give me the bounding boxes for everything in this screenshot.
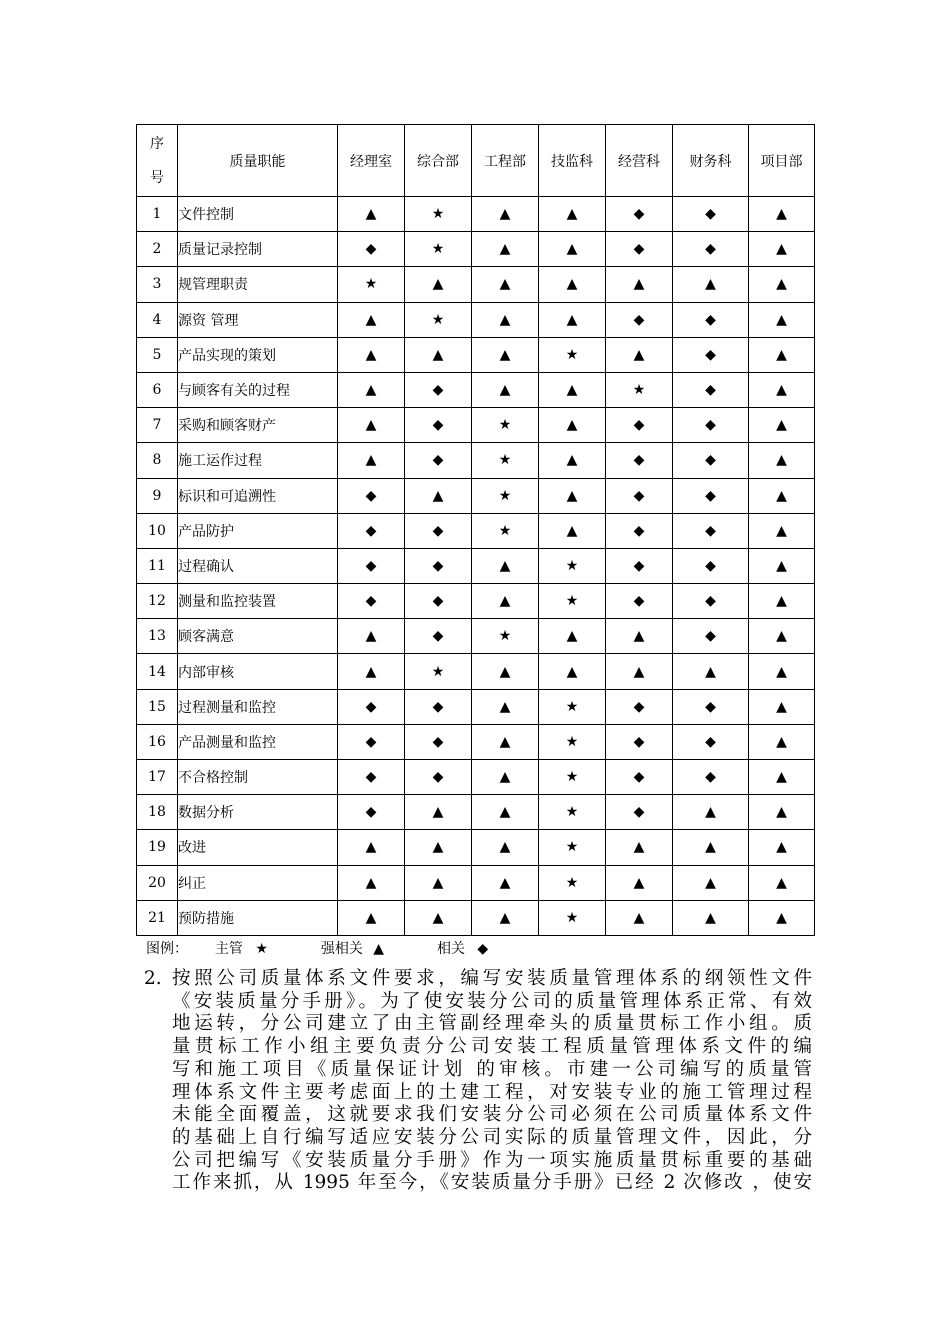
row-number: 1	[137, 197, 178, 232]
table-row	[137, 478, 815, 513]
row-function: 预防措施	[178, 900, 338, 935]
star-icon: ★	[405, 302, 472, 337]
star-icon: ★	[539, 900, 606, 935]
quality-function-matrix	[136, 124, 815, 936]
triangle-icon: ▲	[472, 372, 539, 407]
diamond-icon: ◆	[673, 197, 749, 232]
triangle-icon: ▲	[472, 232, 539, 267]
triangle-icon: ▲	[338, 408, 405, 443]
diamond-icon: ◆	[673, 232, 749, 267]
header-dept-supervision: 技监科	[539, 125, 606, 197]
triangle-icon: ▲	[749, 337, 815, 372]
triangle-icon: ▲	[606, 337, 673, 372]
triangle-icon: ▲	[472, 760, 539, 795]
diamond-icon: ◆	[673, 513, 749, 548]
triangle-icon: ▲	[539, 302, 606, 337]
table-row	[137, 900, 815, 935]
table-row	[137, 302, 815, 337]
table-row	[137, 584, 815, 619]
triangle-icon: ▲	[539, 443, 606, 478]
triangle-icon: ▲	[606, 654, 673, 689]
diamond-icon: ◆	[673, 689, 749, 724]
triangle-icon: ▲	[749, 724, 815, 759]
triangle-icon: ▲	[606, 830, 673, 865]
legend-item-text: 相关	[436, 941, 465, 957]
triangle-icon: ▲	[338, 900, 405, 935]
triangle-icon: ▲	[472, 865, 539, 900]
diamond-icon: ◆	[606, 724, 673, 759]
table-row	[137, 232, 815, 267]
diamond-icon: ◆	[405, 548, 472, 583]
paragraph-line: 地运转，分公司建立了由主管副经理牵头的质量贯标工作小组。质	[172, 1013, 812, 1035]
row-function: 与顾客有关的过程	[178, 372, 338, 407]
diamond-icon: ◆	[338, 795, 405, 830]
triangle-icon: ▲	[749, 760, 815, 795]
table-row	[137, 865, 815, 900]
star-icon: ★	[539, 584, 606, 619]
diamond-icon: ◆	[405, 760, 472, 795]
row-number: 8	[137, 443, 178, 478]
diamond-icon: ◆	[405, 724, 472, 759]
star-icon: ★	[338, 267, 405, 302]
diamond-icon: ◆	[606, 197, 673, 232]
paragraph-number: 2.	[144, 968, 162, 989]
table-row	[137, 724, 815, 759]
row-number: 3	[137, 267, 178, 302]
triangle-icon: ▲	[338, 302, 405, 337]
triangle-icon: ▲	[749, 302, 815, 337]
triangle-icon: ▲	[472, 724, 539, 759]
triangle-icon: ▲	[338, 865, 405, 900]
triangle-icon: ▲	[472, 337, 539, 372]
diamond-icon: ◆	[338, 548, 405, 583]
diamond-icon: ◆	[673, 584, 749, 619]
row-function: 过程确认	[178, 548, 338, 583]
paragraph-line: 工作来抓，从 1995 年至今，《安装质量分手册》已经 2 次修改 ，使安	[172, 1172, 812, 1194]
diamond-icon: ◆	[338, 584, 405, 619]
triangle-icon: ▲	[338, 372, 405, 407]
star-icon: ★	[472, 478, 539, 513]
row-number: 10	[137, 513, 178, 548]
triangle-icon: ▲	[338, 443, 405, 478]
paragraph-line: 按照公司质量体系文件要求，编写安装质量管理体系的纲领性文件	[172, 968, 812, 989]
diamond-icon: ◆	[338, 760, 405, 795]
row-number: 13	[137, 619, 178, 654]
triangle-icon: ▲	[539, 619, 606, 654]
triangle-icon: ▲	[673, 865, 749, 900]
triangle-icon: ▲	[749, 548, 815, 583]
row-number: 12	[137, 584, 178, 619]
triangle-icon: ▲	[749, 267, 815, 302]
diamond-icon: ◆	[405, 408, 472, 443]
diamond-icon: ◆	[673, 619, 749, 654]
table-row	[137, 689, 815, 724]
triangle-icon: ▲	[472, 900, 539, 935]
triangle-icon: ▲	[749, 584, 815, 619]
row-function: 产品防护	[178, 513, 338, 548]
header-no: 序号	[137, 125, 178, 197]
triangle-icon: ▲	[749, 478, 815, 513]
diamond-icon: ◆	[673, 408, 749, 443]
diamond-icon: ◆	[673, 478, 749, 513]
table-row	[137, 760, 815, 795]
star-icon: ★	[405, 654, 472, 689]
diamond-icon: ◆	[338, 513, 405, 548]
row-function: 过程测量和监控	[178, 689, 338, 724]
diamond-icon: ◆	[338, 478, 405, 513]
triangle-icon: ▲	[749, 619, 815, 654]
diamond-icon: ◆	[673, 372, 749, 407]
diamond-icon: ◆	[673, 760, 749, 795]
row-number: 6	[137, 372, 178, 407]
diamond-icon: ◆	[405, 513, 472, 548]
row-number: 14	[137, 654, 178, 689]
table-row	[137, 408, 815, 443]
diamond-icon: ◆	[606, 478, 673, 513]
diamond-icon: ◆	[405, 372, 472, 407]
triangle-icon: ▲	[673, 900, 749, 935]
triangle-icon: ▲	[749, 408, 815, 443]
triangle-icon: ▲	[338, 654, 405, 689]
triangle-icon: ▲	[338, 619, 405, 654]
triangle-icon: ▲	[405, 795, 472, 830]
triangle-icon: ▲	[472, 197, 539, 232]
triangle-icon: ▲	[373, 941, 385, 957]
paragraph-line: 《安装质量分手册》。为了使安装分公司的质量管理体系正常、有效	[172, 990, 812, 1012]
diamond-icon: ◆	[477, 941, 489, 957]
diamond-icon: ◆	[673, 302, 749, 337]
row-number: 15	[137, 689, 178, 724]
diamond-icon: ◆	[606, 302, 673, 337]
star-icon: ★	[472, 408, 539, 443]
triangle-icon: ▲	[405, 865, 472, 900]
star-icon: ★	[606, 372, 673, 407]
diamond-icon: ◆	[606, 408, 673, 443]
triangle-icon: ▲	[472, 830, 539, 865]
table-header-row	[137, 125, 815, 197]
triangle-icon: ▲	[338, 337, 405, 372]
row-number: 18	[137, 795, 178, 830]
diamond-icon: ◆	[405, 689, 472, 724]
triangle-icon: ▲	[749, 689, 815, 724]
diamond-icon: ◆	[405, 443, 472, 478]
triangle-icon: ▲	[472, 548, 539, 583]
triangle-icon: ▲	[749, 795, 815, 830]
row-function: 标识和可追溯性	[178, 478, 338, 513]
header-dept-project: 项目部	[749, 125, 815, 197]
body-paragraph	[144, 968, 812, 1195]
table-body	[137, 197, 815, 936]
star-icon: ★	[539, 830, 606, 865]
star-icon: ★	[472, 443, 539, 478]
legend-item-text: 强相关	[320, 941, 363, 957]
table-row	[137, 619, 815, 654]
table-row	[137, 830, 815, 865]
triangle-icon: ▲	[606, 900, 673, 935]
triangle-icon: ▲	[472, 584, 539, 619]
triangle-icon: ▲	[749, 372, 815, 407]
paragraph-line: 未能全面覆盖，这就要求我们安装分公司必须在公司质量体系文件	[172, 1104, 812, 1126]
row-function: 顾客满意	[178, 619, 338, 654]
diamond-icon: ◆	[606, 760, 673, 795]
triangle-icon: ▲	[405, 830, 472, 865]
star-icon: ★	[472, 513, 539, 548]
triangle-icon: ▲	[539, 197, 606, 232]
row-function: 产品测量和监控	[178, 724, 338, 759]
legend-item-text: 主管	[214, 941, 243, 957]
triangle-icon: ▲	[606, 865, 673, 900]
header-dept-operation: 经营科	[606, 125, 673, 197]
triangle-icon: ▲	[472, 267, 539, 302]
row-number: 21	[137, 900, 178, 935]
table-row	[137, 267, 815, 302]
table-row	[137, 197, 815, 232]
diamond-icon: ◆	[673, 337, 749, 372]
triangle-icon: ▲	[749, 513, 815, 548]
triangle-icon: ▲	[472, 654, 539, 689]
triangle-icon: ▲	[539, 513, 606, 548]
row-function: 施工运作过程	[178, 443, 338, 478]
star-icon: ★	[472, 619, 539, 654]
triangle-icon: ▲	[539, 232, 606, 267]
table-row	[137, 548, 815, 583]
row-function: 内部审核	[178, 654, 338, 689]
row-number: 7	[137, 408, 178, 443]
table-row	[137, 372, 815, 407]
row-number: 19	[137, 830, 178, 865]
diamond-icon: ◆	[405, 584, 472, 619]
diamond-icon: ◆	[338, 232, 405, 267]
triangle-icon: ▲	[749, 232, 815, 267]
header-dept-engineering: 工程部	[472, 125, 539, 197]
diamond-icon: ◆	[606, 584, 673, 619]
paragraph-line: 的基础上自行编写适应安装分公司实际的质量管理文件，因此，分	[172, 1126, 812, 1148]
triangle-icon: ▲	[338, 830, 405, 865]
star-icon: ★	[255, 941, 268, 957]
diamond-icon: ◆	[405, 619, 472, 654]
row-number: 5	[137, 337, 178, 372]
triangle-icon: ▲	[673, 830, 749, 865]
row-function: 源资 管理	[178, 302, 338, 337]
triangle-icon: ▲	[338, 197, 405, 232]
table-row	[137, 513, 815, 548]
star-icon: ★	[539, 548, 606, 583]
triangle-icon: ▲	[749, 197, 815, 232]
triangle-icon: ▲	[749, 865, 815, 900]
star-icon: ★	[539, 689, 606, 724]
triangle-icon: ▲	[749, 900, 815, 935]
triangle-icon: ▲	[472, 795, 539, 830]
table-row	[137, 795, 815, 830]
star-icon: ★	[539, 865, 606, 900]
header-dept-finance: 财务科	[673, 125, 749, 197]
row-number: 4	[137, 302, 178, 337]
star-icon: ★	[405, 197, 472, 232]
row-function: 采购和顾客财产	[178, 408, 338, 443]
row-function: 规管理职责	[178, 267, 338, 302]
row-function: 改进	[178, 830, 338, 865]
triangle-icon: ▲	[673, 654, 749, 689]
header-dept-manager: 经理室	[338, 125, 405, 197]
star-icon: ★	[539, 724, 606, 759]
paragraph-line: 量贯标工作小组主要负责分公司安装工程质量管理体系文件的编	[172, 1036, 812, 1058]
star-icon: ★	[539, 760, 606, 795]
legend-label: 图例：	[146, 941, 188, 957]
triangle-icon: ▲	[539, 478, 606, 513]
triangle-icon: ▲	[539, 372, 606, 407]
row-function: 质量记录控制	[178, 232, 338, 267]
row-function: 不合格控制	[178, 760, 338, 795]
diamond-icon: ◆	[673, 443, 749, 478]
triangle-icon: ▲	[673, 267, 749, 302]
triangle-icon: ▲	[405, 267, 472, 302]
row-number: 9	[137, 478, 178, 513]
triangle-icon: ▲	[749, 654, 815, 689]
triangle-icon: ▲	[472, 302, 539, 337]
diamond-icon: ◆	[338, 689, 405, 724]
row-function: 产品实现的策划	[178, 337, 338, 372]
triangle-icon: ▲	[405, 478, 472, 513]
diamond-icon: ◆	[338, 724, 405, 759]
diamond-icon: ◆	[673, 548, 749, 583]
triangle-icon: ▲	[405, 337, 472, 372]
triangle-icon: ▲	[673, 795, 749, 830]
triangle-icon: ▲	[606, 267, 673, 302]
star-icon: ★	[539, 337, 606, 372]
triangle-icon: ▲	[749, 443, 815, 478]
diamond-icon: ◆	[606, 548, 673, 583]
paragraph-line: 公司把编写《安装质量分手册》作为一项实施质量贯标重要的基础	[172, 1149, 812, 1171]
triangle-icon: ▲	[472, 689, 539, 724]
triangle-icon: ▲	[539, 408, 606, 443]
row-number: 2	[137, 232, 178, 267]
table-row	[137, 654, 815, 689]
table-row	[137, 443, 815, 478]
paragraph-line: 写和施工项目《质量保证计划 的审核。市建一公司编写的质量管	[172, 1058, 812, 1080]
row-function: 纠正	[178, 865, 338, 900]
row-number: 16	[137, 724, 178, 759]
table-row	[137, 337, 815, 372]
paragraph-line: 理体系文件主要考虑面上的土建工程，对安装专业的施工管理过程	[172, 1081, 812, 1103]
triangle-icon: ▲	[405, 900, 472, 935]
triangle-icon: ▲	[539, 267, 606, 302]
star-icon: ★	[405, 232, 472, 267]
row-number: 11	[137, 548, 178, 583]
triangle-icon: ▲	[539, 654, 606, 689]
header-function: 质量职能	[178, 125, 338, 197]
row-number: 20	[137, 865, 178, 900]
row-function: 数据分析	[178, 795, 338, 830]
row-number: 17	[137, 760, 178, 795]
diamond-icon: ◆	[606, 513, 673, 548]
row-function: 文件控制	[178, 197, 338, 232]
star-icon: ★	[539, 795, 606, 830]
diamond-icon: ◆	[606, 232, 673, 267]
diamond-icon: ◆	[606, 443, 673, 478]
diamond-icon: ◆	[673, 724, 749, 759]
diamond-icon: ◆	[606, 689, 673, 724]
header-dept-general: 综合部	[405, 125, 472, 197]
triangle-icon: ▲	[606, 619, 673, 654]
diamond-icon: ◆	[606, 795, 673, 830]
legend	[146, 938, 488, 958]
triangle-icon: ▲	[749, 830, 815, 865]
row-function: 测量和监控装置	[178, 584, 338, 619]
